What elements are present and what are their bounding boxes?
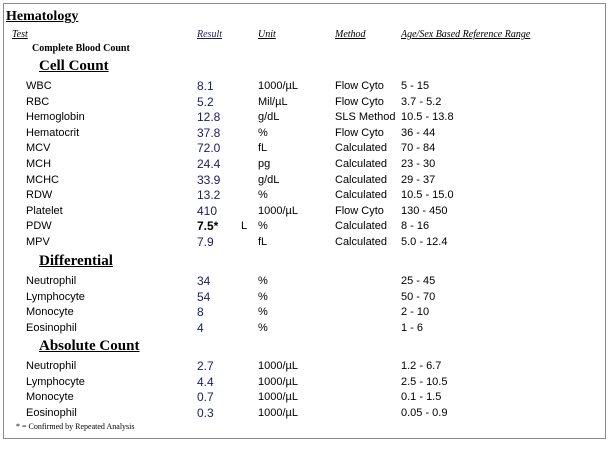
header-unit: Unit [258,29,276,40]
test-name: Hemoglobin [26,111,85,124]
unit: % [258,126,268,139]
method: Flow Cyto [335,126,384,139]
table-row [4,360,604,375]
result-value: 4 [197,320,204,335]
reference-range: 50 - 70 [401,290,436,303]
unit: fL [258,236,268,248]
table-row [4,189,604,204]
reference-range: 5.0 - 12.4 [401,236,448,248]
table-row [4,322,604,337]
header-result: Result [197,29,222,40]
reference-range: 2.5 - 10.5 [401,375,448,388]
header-method: Method [335,29,366,40]
reference-range: 0.05 - 0.9 [401,406,448,419]
reference-range: 1 - 6 [401,321,424,334]
result-value: 2.7 [197,359,214,373]
reference-range: 10.5 - 13.8 [401,111,454,124]
result-value: 13.2 [197,188,221,203]
test-name: Neutrophil [26,360,77,372]
result-value: 4.4 [197,374,214,389]
result-value: 24.4 [197,157,221,171]
result-value: 0.3 [197,405,214,420]
test-name: Lymphocyte [26,290,85,303]
table-row [4,306,604,321]
table-row [4,127,604,142]
test-name: Platelet [26,204,63,217]
method: Calculated [335,189,387,202]
result-flag: L [241,220,248,233]
section-heading: Absolute Count [39,338,140,354]
reference-range: 2 - 10 [401,306,430,319]
reference-range: 25 - 45 [401,275,436,287]
unit: 1000/µL [258,204,298,217]
unit: 1000/µL [258,391,298,404]
test-name: PDW [26,220,52,233]
method: Calculated [335,142,387,155]
method: Calculated [335,220,387,233]
result-value: 0.7 [197,390,214,405]
unit: % [258,189,268,202]
result-value: 12.8 [197,110,221,125]
reference-range: 3.7 - 5.2 [401,95,442,108]
section-heading: Differential [39,253,113,269]
test-name: Monocyte [26,306,74,319]
test-name: WBC [26,80,52,92]
panel-subtitle: Complete Blood Count [32,43,130,54]
table-row [4,80,604,95]
test-name: MCHC [26,173,59,186]
unit: 1000/µL [258,360,298,372]
result-value: 33.9 [197,172,221,187]
unit: fL [258,142,268,155]
test-name: MCV [26,142,51,155]
unit: 1000/µL [258,406,298,419]
table-row [4,391,604,406]
table-row [4,111,604,126]
reference-range: 29 - 37 [401,173,436,186]
reference-range: 0.1 - 1.5 [401,391,442,404]
result-value: 34 [197,274,211,288]
table-row [4,205,604,220]
footnote: * = Confirmed by Repeated Analysis [16,422,135,431]
unit: % [258,321,268,334]
reference-range: 1.2 - 6.7 [401,360,442,372]
result-value: 8 [197,305,204,320]
test-name: Monocyte [26,391,74,404]
unit: 1000/µL [258,375,298,388]
table-row [4,236,604,251]
unit: % [258,306,268,319]
table-row [4,220,604,235]
unit: % [258,220,268,233]
table-row [4,291,604,306]
section-heading: Cell Count [39,58,109,74]
unit: g/dL [258,173,280,186]
reference-range: 130 - 450 [401,204,448,217]
test-name: Eosinophil [26,406,77,419]
test-name: Eosinophil [26,321,77,334]
reference-range: 23 - 30 [401,158,436,170]
reference-range: 70 - 84 [401,142,436,155]
reference-range: 10.5 - 15.0 [401,189,454,202]
header-reference: Age/Sex Based Reference Range [401,29,531,40]
test-name: Neutrophil [26,275,77,287]
result-value: 7.5* [197,219,219,234]
test-name: RDW [26,189,53,202]
result-value: 54 [197,289,211,304]
unit: Mil/µL [258,95,288,108]
table-row [4,96,604,111]
header-test: Test [12,29,28,40]
test-name: Lymphocyte [26,375,85,388]
method: Calculated [335,173,387,186]
test-name: MCH [26,158,52,170]
method: Flow Cyto [335,95,384,108]
method: Flow Cyto [335,204,384,217]
table-row [4,158,604,173]
report-frame [3,3,606,439]
result-value: 7.9 [197,235,214,249]
test-name: Hematocrit [26,126,80,139]
table-row [4,142,604,157]
result-value: 37.8 [197,125,221,140]
result-value: 410 [197,203,218,218]
method: Calculated [335,236,387,248]
unit: pg [258,158,271,170]
report-title: Hematology [6,9,79,24]
table-row [4,275,604,290]
method: Flow Cyto [335,80,384,92]
unit: 1000/µL [258,80,298,92]
unit: g/dL [258,111,280,124]
table-row [4,407,604,422]
method: SLS Method [335,111,396,124]
result-value: 5.2 [197,94,214,109]
reference-range: 8 - 16 [401,220,430,233]
test-name: MPV [26,236,50,248]
unit: % [258,290,268,303]
result-value: 72.0 [197,141,221,156]
unit: % [258,275,268,287]
test-name: RBC [26,95,50,108]
reference-range: 36 - 44 [401,126,436,139]
method: Calculated [335,158,387,170]
reference-range: 5 - 15 [401,80,430,92]
table-row [4,376,604,391]
result-value: 8.1 [197,79,214,93]
table-row [4,174,604,189]
